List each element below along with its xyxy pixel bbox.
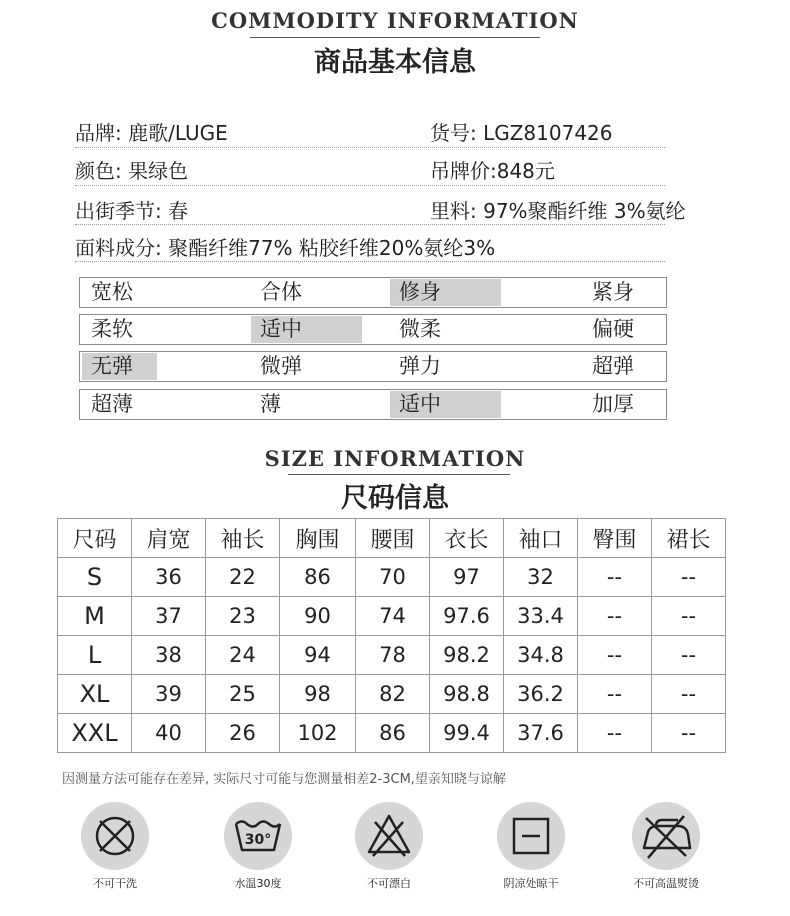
- attribute-row: [79, 389, 667, 420]
- table-cell: 98: [280, 675, 356, 714]
- table-cell: 86: [356, 714, 430, 753]
- care-circle: [497, 802, 565, 870]
- table-row: [58, 675, 726, 714]
- table-cell: 90: [280, 597, 356, 636]
- attribute-option-selected: 适中: [390, 391, 501, 418]
- table-cell: --: [652, 558, 726, 597]
- care-circle: [355, 802, 423, 870]
- title-underline: [250, 37, 540, 38]
- table-cell: 23: [206, 597, 280, 636]
- care-label: 不可高温熨烫: [633, 877, 699, 890]
- attribute-option-selected: 修身: [390, 279, 501, 306]
- attribute-option: 合体: [260, 280, 302, 304]
- shade-dry-icon: [497, 802, 565, 870]
- table-cell: --: [652, 675, 726, 714]
- table-cell: 36: [132, 558, 206, 597]
- care-label: 不可漂白: [367, 877, 411, 890]
- table-cell: --: [578, 558, 652, 597]
- table-cell: 98.8: [430, 675, 504, 714]
- care-circle: [81, 802, 149, 870]
- table-cell: 34.8: [504, 636, 578, 675]
- table-cell: --: [578, 675, 652, 714]
- wash-30-icon: [224, 802, 292, 870]
- care-label: 水温30度: [234, 877, 282, 890]
- care-label: 不可干洗: [93, 877, 137, 890]
- color-info: 颜色: 果绿色: [75, 159, 189, 183]
- divider: [75, 185, 665, 186]
- table-header-cell: 裙长: [652, 519, 726, 558]
- commodity-title-en: COMMODITY INFORMATION: [211, 8, 579, 33]
- table-header-row: [58, 519, 726, 558]
- table-cell: XL: [58, 675, 132, 714]
- table-cell: 97.6: [430, 597, 504, 636]
- measurement-note: 因测量方法可能存在差异, 实际尺寸可能与您测量相差2-3CM,望亲知晓与谅解: [62, 772, 506, 787]
- attribute-option: 超弹: [592, 354, 634, 378]
- table-cell: L: [58, 636, 132, 675]
- fabric-info: 面料成分: 聚酯纤维77% 粘胶纤维20%氨纶3%: [75, 236, 496, 260]
- commodity-title-cn: 商品基本信息: [314, 47, 476, 78]
- table-cell: 36.2: [504, 675, 578, 714]
- size-table: [57, 518, 726, 753]
- table-cell: 37.6: [504, 714, 578, 753]
- table-cell: 32: [504, 558, 578, 597]
- care-label: 阴凉处晾干: [503, 877, 559, 890]
- divider: [75, 224, 665, 225]
- no-wash-icon: [81, 802, 149, 870]
- table-header-cell: 腰围: [356, 519, 430, 558]
- table-cell: 74: [356, 597, 430, 636]
- table-row: [58, 558, 726, 597]
- table-cell: --: [578, 636, 652, 675]
- table-cell: 33.4: [504, 597, 578, 636]
- table-cell: 39: [132, 675, 206, 714]
- attribute-option: 微柔: [399, 317, 441, 341]
- table-header-cell: 胸围: [280, 519, 356, 558]
- table-cell: --: [652, 714, 726, 753]
- lining-info: 里料: 97%聚酯纤维 3%氨纶: [430, 199, 686, 223]
- table-cell: 78: [356, 636, 430, 675]
- table-row: [58, 636, 726, 675]
- attribute-row: [79, 277, 667, 308]
- table-cell: --: [578, 597, 652, 636]
- no-bleach-icon: [355, 802, 423, 870]
- table-cell: 86: [280, 558, 356, 597]
- attribute-row: [79, 351, 667, 382]
- table-header-cell: 衣长: [430, 519, 504, 558]
- table-cell: 70: [356, 558, 430, 597]
- divider: [75, 147, 665, 148]
- table-cell: 38: [132, 636, 206, 675]
- title-underline: [288, 474, 510, 475]
- attribute-option-selected: 适中: [251, 316, 362, 343]
- care-circle: [632, 802, 700, 870]
- table-cell: 37: [132, 597, 206, 636]
- table-row: [58, 597, 726, 636]
- table-cell: --: [652, 597, 726, 636]
- no-high-iron-icon: [632, 802, 700, 870]
- table-cell: --: [578, 714, 652, 753]
- table-cell: 98.2: [430, 636, 504, 675]
- attribute-option: 偏硬: [592, 317, 634, 341]
- attribute-option: 宽松: [91, 280, 133, 304]
- size-title-cn: 尺码信息: [341, 483, 449, 514]
- table-row: [58, 714, 726, 753]
- table-header-cell: 袖口: [504, 519, 578, 558]
- table-cell: 22: [206, 558, 280, 597]
- table-cell: S: [58, 558, 132, 597]
- attribute-option: 柔软: [91, 317, 133, 341]
- table-cell: 94: [280, 636, 356, 675]
- attribute-option: 紧身: [592, 280, 634, 304]
- size-title-en: SIZE INFORMATION: [264, 446, 526, 471]
- table-header-cell: 袖长: [206, 519, 280, 558]
- table-cell: M: [58, 597, 132, 636]
- table-cell: 99.4: [430, 714, 504, 753]
- table-cell: 24: [206, 636, 280, 675]
- season-info: 出街季节: 春: [75, 199, 189, 223]
- table-cell: 82: [356, 675, 430, 714]
- attribute-option: 弹力: [399, 354, 441, 378]
- attribute-option-selected: 无弹: [82, 353, 157, 380]
- attribute-row: [79, 314, 667, 345]
- brand-info: 品牌: 鹿歌/LUGE: [75, 121, 228, 145]
- care-circle: [224, 802, 292, 870]
- attribute-option: 超薄: [91, 392, 133, 416]
- item-number-info: 货号: LGZ8107426: [430, 121, 613, 145]
- tag-price-info: 吊牌价:848元: [430, 159, 555, 183]
- attribute-option: 微弹: [260, 354, 302, 378]
- table-cell: --: [652, 636, 726, 675]
- table-header-cell: 臀围: [578, 519, 652, 558]
- wash-temperature: 30°: [244, 832, 272, 848]
- table-cell: 25: [206, 675, 280, 714]
- divider: [75, 261, 665, 262]
- attribute-option: 薄: [260, 392, 281, 416]
- table-cell: XXL: [58, 714, 132, 753]
- table-cell: 97: [430, 558, 504, 597]
- table-cell: 26: [206, 714, 280, 753]
- table-header-cell: 尺码: [58, 519, 132, 558]
- attribute-option: 加厚: [592, 392, 634, 416]
- table-header-cell: 肩宽: [132, 519, 206, 558]
- table-cell: 102: [280, 714, 356, 753]
- table-cell: 40: [132, 714, 206, 753]
